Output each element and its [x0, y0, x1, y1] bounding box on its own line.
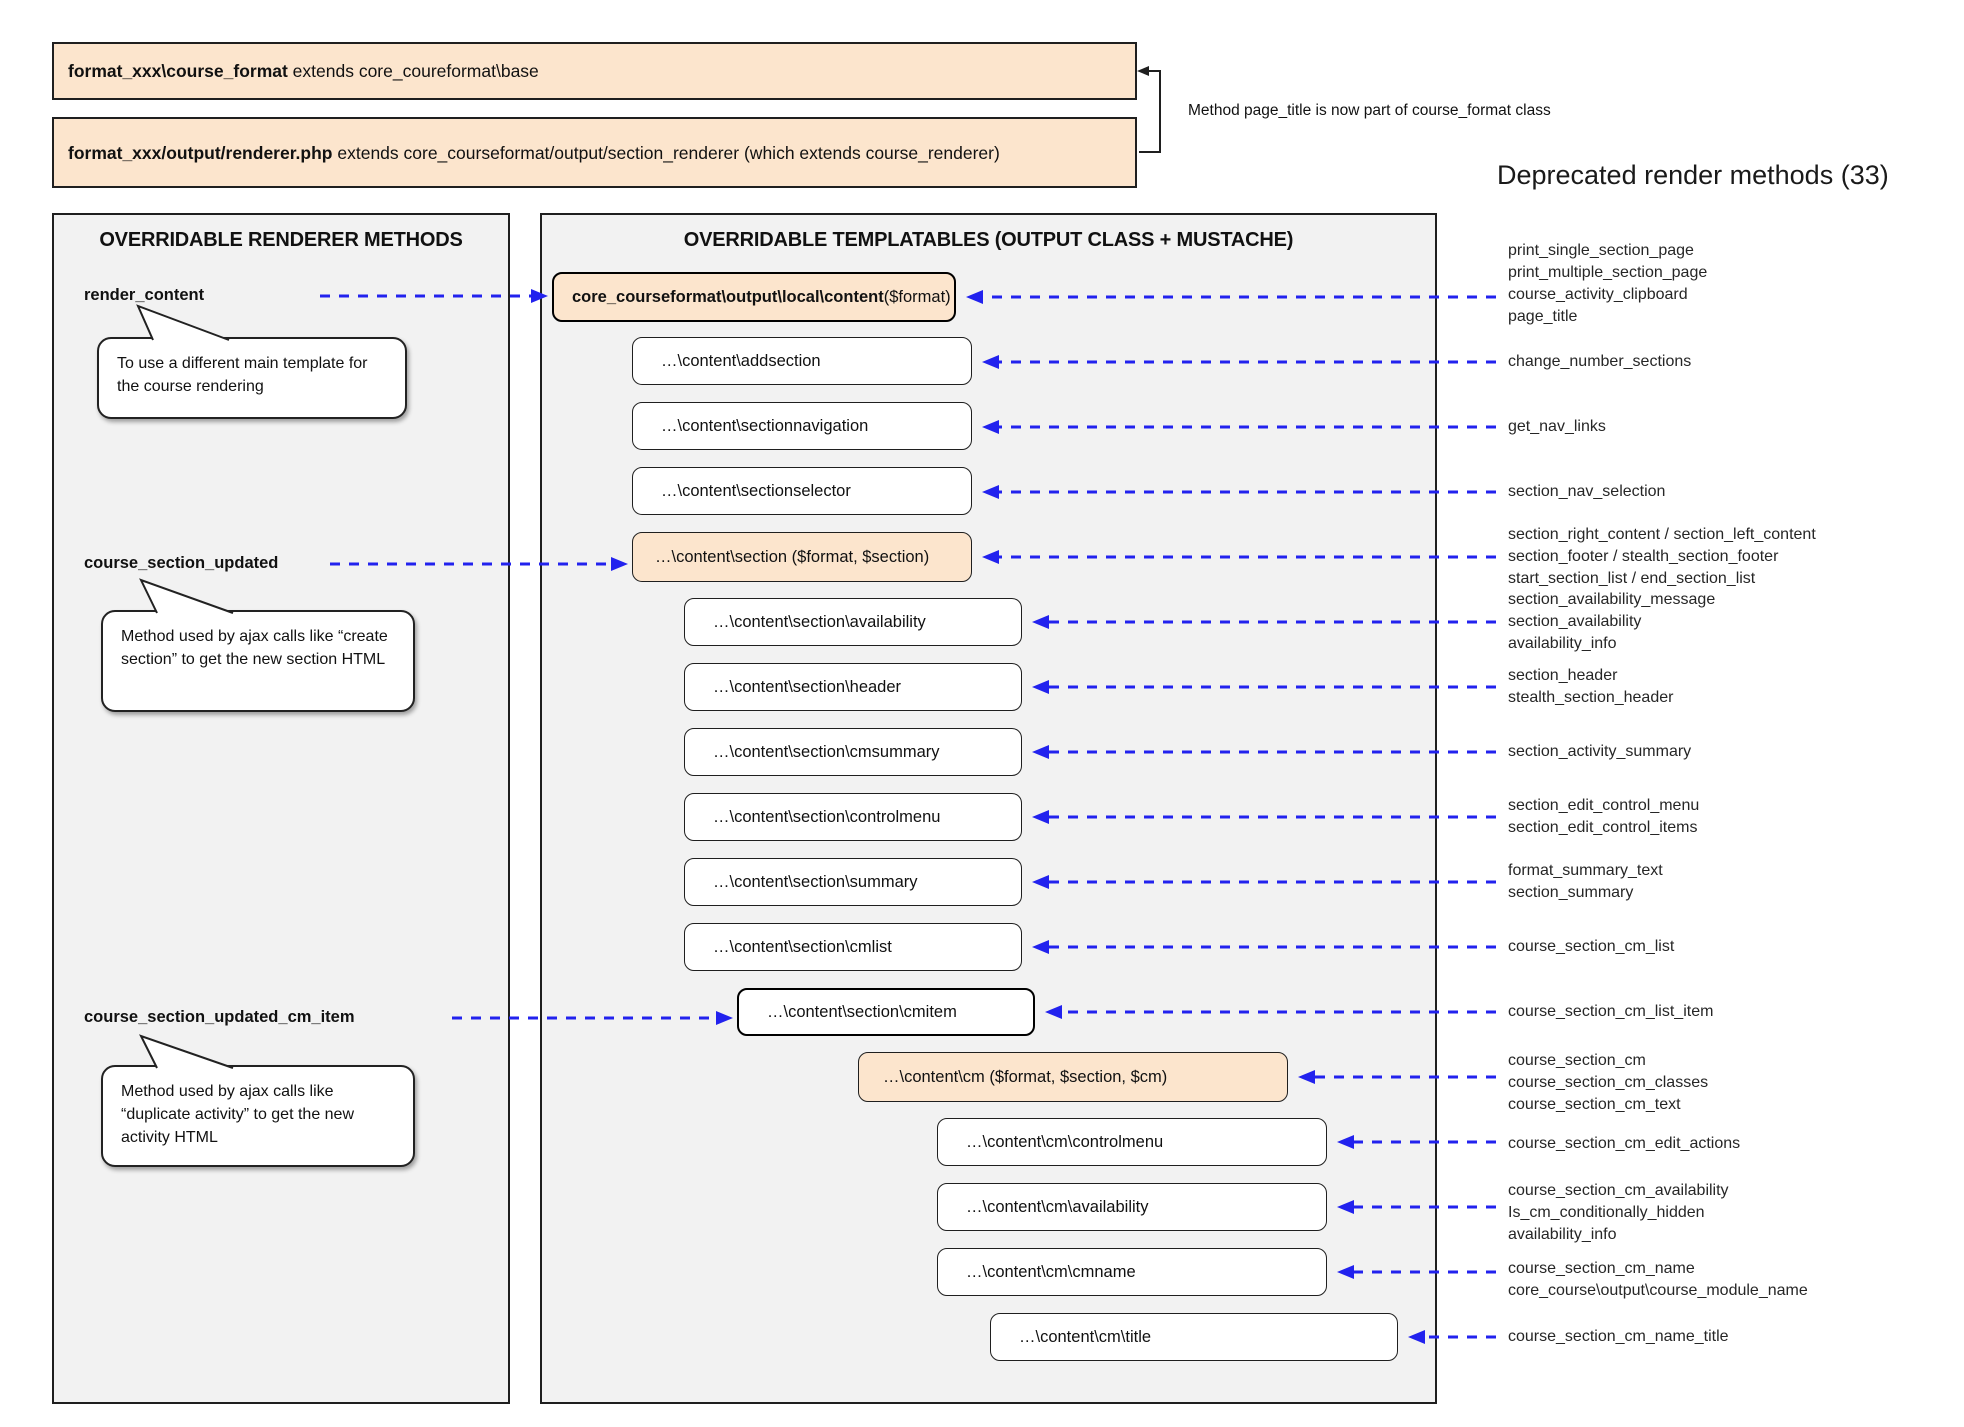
deprecated-group-section: section_right_content / section_left_content section_footer / stealth_section_footer start_section_list / end_section_list [1508, 526, 1816, 587]
template-box-sectionselector: …\content\sectionselector [632, 467, 972, 515]
deprecated-group-section-controlmenu: section_edit_control_menu section_edit_control_items [1508, 797, 1700, 836]
method-render-content: render_content [84, 286, 205, 304]
renderer-name-rest: extends core_courseformat/output/section_renderer (which extends course_renderer) [332, 142, 1000, 163]
deprecated-group-cm-controlmenu: course_section_cm_edit_actions [1508, 1135, 1741, 1152]
template-box-section-availability: …\content\section\availability [684, 598, 1022, 646]
renderer-name-bold: format_xxx/output/renderer.php [68, 142, 333, 163]
deprecated-group-section-summary: format_summary_text section_summary [1508, 862, 1663, 901]
template-box-cm-controlmenu: …\content\cm\controlmenu [937, 1118, 1327, 1166]
template-box-section-header: …\content\section\header [684, 663, 1022, 711]
deprecated-group-cm-title: course_section_cm_name_title [1508, 1328, 1729, 1345]
bracket-arrowhead [1137, 66, 1149, 76]
template-box-cm-cmname: …\content\cm\cmname [937, 1248, 1327, 1296]
note-bubble-course-section-updated-cm-item: Method used by ajax calls like “duplicate activity” to get the new activity HTML [101, 1065, 415, 1167]
method-course-section-updated: course_section_updated [84, 554, 279, 572]
deprecated-group-section-header: section_header stealth_section_header [1508, 667, 1674, 706]
deprecated-group-content: print_single_section_page print_multiple_section_page course_activity_clipboard page_title [1508, 242, 1708, 325]
template-box-cm-availability: …\content\cm\availability [937, 1183, 1327, 1231]
deprecated-group-sectionnavigation: get_nav_links [1508, 418, 1606, 435]
deprecated-group-section-cmsummary: section_activity_summary [1508, 743, 1692, 760]
renderer-class-box [52, 117, 1137, 188]
deprecated-group-cm-availability: course_section_cm_availability Is_cm_conditionally_hidden availability_info [1508, 1182, 1729, 1243]
template-box-section-cmitem: …\content\section\cmitem [737, 988, 1035, 1036]
course-format-class-box [52, 42, 1137, 100]
class-boxes-bracket [1137, 66, 1160, 152]
deprecated-group-section-cmlist: course_section_cm_list [1508, 938, 1675, 955]
renderer-panel-title: OVERRIDABLE RENDERER METHODS [99, 229, 463, 251]
templatables-panel-title: OVERRIDABLE TEMPLATABLES (OUTPUT CLASS + MUSTACHE) [683, 229, 1294, 251]
class-name-bold: format_xxx\course_format [68, 61, 288, 81]
template-box-content-rest: ($format) [883, 287, 951, 306]
deprecated-methods-title: Deprecated render methods (33) [1497, 160, 1889, 190]
page-title-note: Method page_title is now part of course_format class [1188, 102, 1551, 119]
template-box-cm-title: …\content\cm\title [990, 1313, 1398, 1361]
template-box-content [552, 272, 956, 322]
deprecated-group-section-availability: section_availability_message section_availability availability_info [1508, 591, 1716, 652]
template-box-section: …\content\section ($format, $section) [632, 532, 972, 582]
template-box-section-cmlist: …\content\section\cmlist [684, 923, 1022, 971]
template-box-cm: …\content\cm ($format, $section, $cm) [858, 1052, 1288, 1102]
deprecated-group-cm: course_section_cm course_section_cm_classes course_section_cm_text [1508, 1052, 1709, 1113]
deprecated-group-section-cmitem: course_section_cm_list_item [1508, 1003, 1714, 1020]
template-box-section-cmsummary: …\content\section\cmsummary [684, 728, 1022, 776]
template-box-addsection: …\content\addsection [632, 337, 972, 385]
class-name-rest: extends core_coureformat\base [287, 61, 539, 81]
deprecated-group-addsection: change_number_sections [1508, 353, 1692, 370]
method-course-section-updated-cm-item: course_section_updated_cm_item [84, 1008, 355, 1026]
note-bubble-render-content: To use a different main template for the course rendering [97, 337, 407, 419]
deprecated-group-sectionselector: section_nav_selection [1508, 483, 1666, 500]
template-box-sectionnavigation: …\content\sectionnavigation [632, 402, 972, 450]
template-box-section-summary: …\content\section\summary [684, 858, 1022, 906]
template-box-content-bold: core_courseformat\output\local\content [572, 287, 884, 306]
deprecated-group-cm-cmname: course_section_cm_name core_course\output\course_module_name [1508, 1260, 1808, 1299]
template-box-section-controlmenu: …\content\section\controlmenu [684, 793, 1022, 841]
note-bubble-course-section-updated: Method used by ajax calls like “create section” to get the new section HTML [101, 610, 415, 712]
